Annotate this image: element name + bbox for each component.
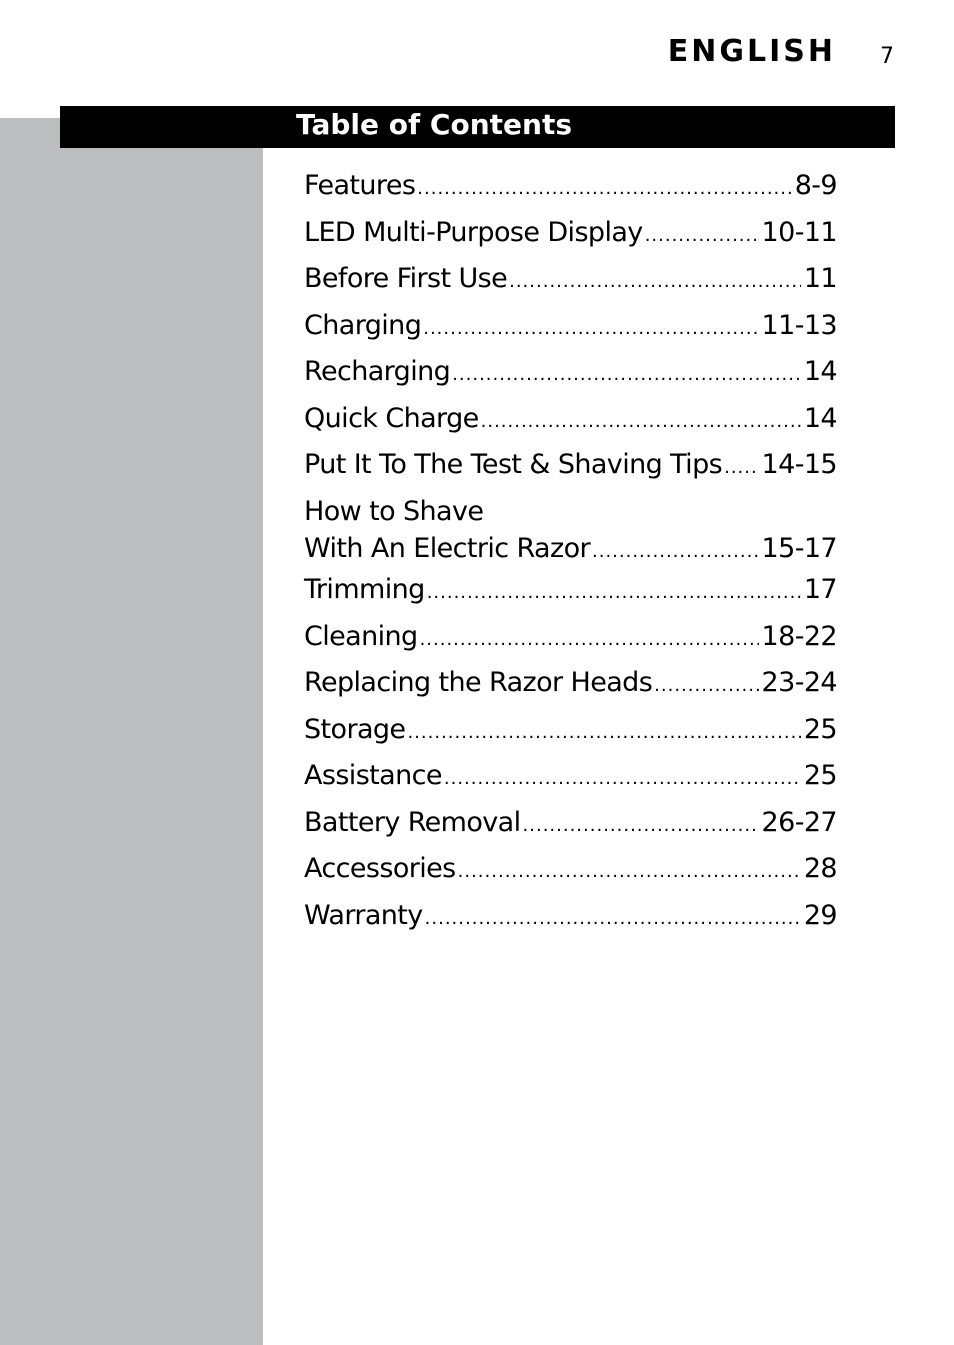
toc-entry-line2 [304, 533, 837, 568]
dot-leader [654, 670, 758, 702]
toc-entry-page: 14 [803, 402, 837, 434]
toc-entry-page: 14-15 [761, 449, 837, 480]
page-number: 7 [880, 44, 894, 69]
toc-entry-battery-removal[interactable] [304, 807, 837, 854]
toc-entry-cleaning[interactable] [304, 621, 837, 668]
toc-entry-warranty[interactable] [304, 900, 837, 947]
toc-entry-label: Accessories [304, 853, 456, 884]
toc-entry-recharging[interactable] [304, 356, 837, 403]
dot-leader [481, 406, 801, 438]
toc-entry-label: Replacing the Razor Heads [304, 667, 653, 698]
toc-entry-page: 14 [803, 356, 837, 387]
toc-entry-how-to-shave[interactable] [304, 496, 837, 575]
toc-entry-page: 26-27 [761, 806, 837, 838]
toc-entry-page: 11 [803, 263, 837, 294]
dot-leader [407, 717, 800, 749]
toc-entry-page: 23-24 [761, 667, 837, 698]
toc-entry-label: Trimming [304, 574, 425, 605]
toc-entry-label: Quick Charge [304, 402, 479, 434]
toc-entry-label: Warranty [304, 899, 423, 931]
toc-entry-label: Put It To The Test & Shaving Tips [304, 449, 723, 480]
toc-entry-page: 15-17 [761, 533, 837, 565]
toc-entry-assistance[interactable] [304, 760, 837, 807]
dot-leader [417, 173, 791, 205]
toc-entry-page: 18-22 [761, 620, 837, 652]
dot-leader [427, 577, 801, 609]
toc-entry-quick-charge[interactable] [304, 403, 837, 450]
toc-entry-charging[interactable] [304, 310, 837, 357]
toc-entry-page: 10-11 [761, 216, 837, 248]
toc-entry-page: 11-13 [761, 309, 837, 341]
toc-entry-label-line1: How to Shave [304, 495, 484, 527]
toc-entry-test-shaving-tips[interactable] [304, 449, 837, 496]
toc-entry-storage[interactable] [304, 714, 837, 761]
toc-entry-page: 29 [803, 899, 837, 931]
toc-entry-label: Features [304, 170, 416, 201]
dot-leader [523, 810, 759, 842]
dot-leader [423, 313, 758, 345]
dot-leader [645, 220, 759, 252]
toc-entry-page: 25 [803, 713, 837, 745]
toc-entry-label: Before First Use [304, 263, 508, 294]
dot-leader [420, 624, 759, 656]
dot-leader [458, 856, 801, 888]
toc-entry-label: Battery Removal [304, 806, 521, 838]
toc-entry-page: 8-9 [794, 170, 837, 201]
toc-entry-page: 25 [803, 760, 837, 791]
toc-entry-label: Charging [304, 309, 422, 341]
dot-leader [425, 903, 801, 935]
toc-entry-features[interactable] [304, 170, 837, 217]
title-bar [60, 106, 895, 148]
page-title: Table of Contents [296, 108, 573, 141]
toc-entry-label: Storage [304, 713, 406, 745]
dot-leader [452, 359, 801, 391]
dot-leader [592, 536, 759, 568]
toc-entry-label: Assistance [304, 760, 442, 791]
toc-entry-label: LED Multi-Purpose Display [304, 216, 643, 248]
sidebar-gray-band [0, 118, 263, 1345]
dot-leader [444, 763, 801, 795]
dot-leader [509, 266, 801, 298]
toc-entry-before-first-use[interactable] [304, 263, 837, 310]
toc-entry-label: With An Electric Razor [304, 533, 590, 565]
toc-entry-accessories[interactable] [304, 853, 837, 900]
dot-leader [724, 452, 758, 484]
toc-entry-trimming[interactable] [304, 574, 837, 621]
toc-entry-label: Recharging [304, 356, 451, 387]
table-of-contents [304, 170, 837, 946]
language-label: ENGLISH [667, 34, 836, 69]
toc-entry-led-display[interactable] [304, 217, 837, 264]
toc-entry-replacing-heads[interactable] [304, 667, 837, 714]
toc-entry-label: Cleaning [304, 620, 418, 652]
toc-entry-page: 17 [803, 574, 837, 605]
toc-entry-page: 28 [803, 853, 837, 884]
